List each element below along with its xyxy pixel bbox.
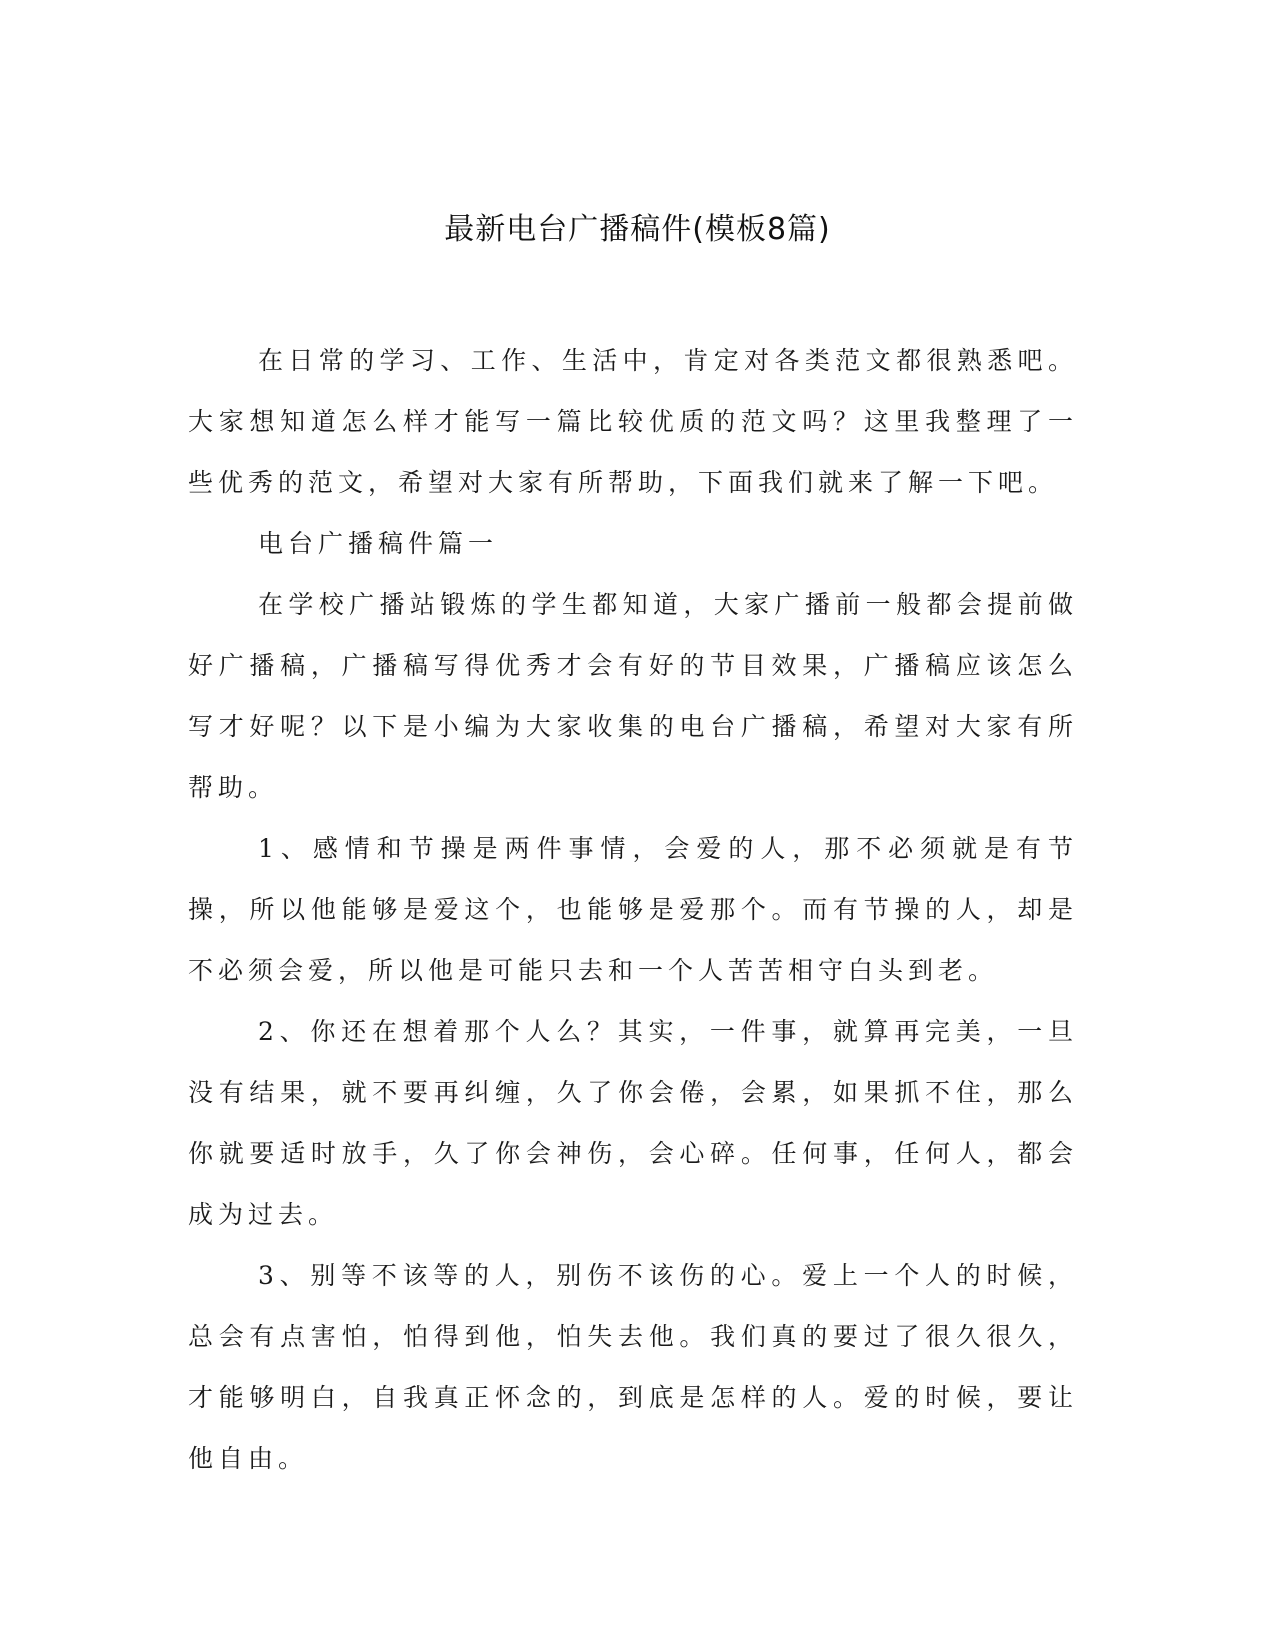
paragraph-item-2: 2、你还在想着那个人么？其实，一件事，就算再完美，一旦没有结果，就不要再纠缠，久了你会倦，会累，如果抓不住，那么你就要适时放手，久了你会神伤，会心碎。任何事，任何人，都会成为过去。 — [188, 1017, 1078, 1229]
paragraph-broadcast-intro: 在学校广播站锻炼的学生都知道，大家广播前一般都会提前做好广播稿，广播稿写得优秀才会有好的节目效果，广播稿应该怎么写才好呢？以下是小编为大家收集的电台广播稿，希望对大家有所帮助。 — [188, 590, 1078, 802]
document-title: 最新电台广播稿件(模板8篇) — [444, 212, 831, 247]
paragraph-intro: 在日常的学习、工作、生活中，肯定对各类范文都很熟悉吧。大家想知道怎么样才能写一篇比较优质的范文吗？这里我整理了一些优秀的范文，希望对大家有所帮助，下面我们就来了解一下吧。 — [188, 346, 1078, 497]
paragraph-item-1: 1、感情和节操是两件事情，会爱的人，那不必须就是有节操，所以他能够是爱这个，也能够是爱那个。而有节操的人，却是不必须会爱，所以他是可能只去和一个人苦苦相守白头到老。 — [188, 834, 1078, 985]
paragraph-item-3: 3、别等不该等的人，别伤不该伤的心。爱上一个人的时候，总会有点害怕，怕得到他，怕失去他。我们真的要过了很久很久，才能够明白，自我真正怀念的，到底是怎样的人。爱的时候，要让他自由。 — [188, 1261, 1078, 1473]
document-body — [188, 330, 1078, 1489]
section-heading: 电台广播稿件篇一 — [258, 529, 499, 558]
